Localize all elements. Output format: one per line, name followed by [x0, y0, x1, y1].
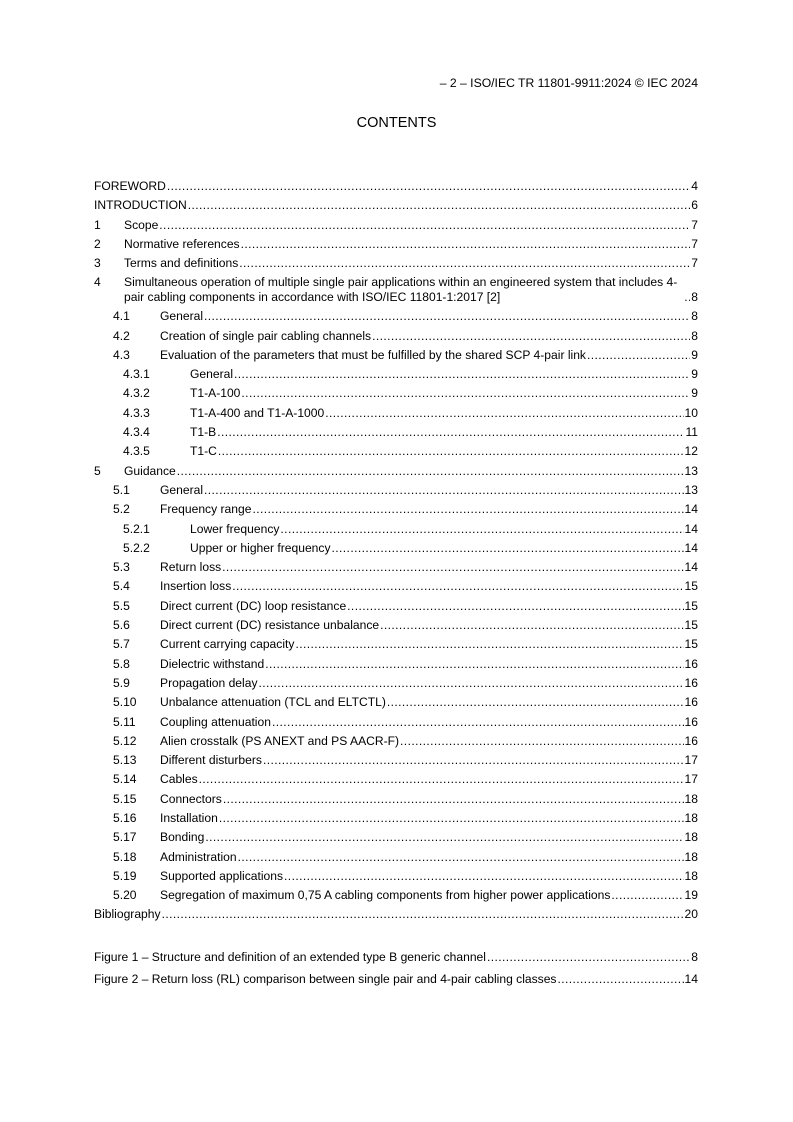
toc-title: T1-C: [190, 444, 217, 459]
dot-leader: [252, 502, 683, 517]
toc-number: 5.18: [113, 849, 137, 864]
toc-number: 5.4: [113, 579, 130, 594]
toc-number: 5.16: [113, 811, 137, 825]
toc-number: 5.3: [113, 560, 130, 575]
dot-leader: [218, 444, 684, 459]
toc-number: 5.2.2: [123, 540, 150, 555]
toc-page-number: 18: [684, 791, 698, 806]
toc-page-number: 10: [684, 405, 698, 420]
toc-number: 2: [94, 236, 101, 251]
toc-title: T1-A-400 and T1-A-1000: [190, 405, 325, 420]
toc-number: 4.3.5: [123, 444, 150, 459]
toc-page-number: 8: [691, 328, 698, 343]
toc-number: 5.13: [113, 753, 137, 768]
dot-leader: [400, 734, 684, 749]
toc-number: 5.11: [113, 714, 136, 729]
toc-title: Terms and definitions: [124, 256, 239, 271]
dot-leader: [325, 406, 683, 421]
toc-number: 4.3.3: [123, 405, 150, 420]
dot-leader: [204, 309, 690, 324]
toc-title: Frequency range: [160, 502, 252, 517]
toc-title: Direct current (DC) resistance unbalance: [160, 618, 380, 633]
toc-number: 5.5: [113, 598, 130, 613]
dot-leader: [272, 715, 684, 730]
toc-number: 5.17: [113, 830, 137, 845]
toc-title: General: [190, 367, 234, 382]
toc-title: Insertion loss: [160, 579, 232, 594]
dot-leader: [177, 464, 684, 479]
toc-page-number: 16: [684, 675, 698, 690]
toc-entry[interactable]: [94, 676, 698, 691]
toc-entry[interactable]: [94, 275, 698, 304]
toc-entry[interactable]: [94, 792, 698, 807]
toc-number: 5.10: [113, 695, 137, 710]
toc-entry[interactable]: [94, 695, 698, 710]
toc-title: Different disturbers: [160, 753, 262, 768]
toc-entry[interactable]: [94, 753, 698, 768]
toc-number: 1: [94, 217, 101, 232]
toc-number: 5.2.1: [123, 521, 150, 536]
toc-title: T1-A-100: [190, 386, 241, 401]
toc-page-number: 16: [684, 656, 698, 671]
toc-entry[interactable]: [94, 850, 698, 865]
toc-entry[interactable]: [94, 579, 698, 594]
toc-number: 4.3.4: [123, 425, 150, 440]
page-header: – 2 – ISO/IEC TR 11801-9911:2024 © IEC 2024: [439, 76, 698, 90]
toc-figure-entry[interactable]: [94, 950, 698, 965]
toc-title: Supported applications: [160, 868, 284, 883]
toc-title: Administration: [160, 849, 237, 864]
dot-leader: [234, 367, 690, 382]
toc-number: 4.1: [113, 309, 130, 324]
toc-page-number: 14: [684, 540, 698, 555]
toc-entry[interactable]: [94, 348, 698, 363]
toc-page-number: 7: [691, 256, 698, 271]
dot-leader: [241, 386, 690, 401]
toc-title: Evaluation of the parameters that must be fulfilled by the shared SCP 4-pair link: [160, 347, 586, 362]
toc-page-number: 7: [691, 236, 698, 251]
toc-page-number: 15: [684, 637, 698, 652]
toc-number: 4.2: [113, 328, 130, 343]
toc-title: General: [160, 482, 204, 497]
toc-number: 5.1: [113, 482, 130, 497]
toc-page-number: 17: [684, 772, 698, 787]
toc-number: 5.9: [113, 675, 130, 690]
dot-leader: [199, 772, 684, 787]
toc-number: 4: [94, 275, 101, 290]
toc-title: Upper or higher frequency: [190, 540, 331, 555]
dot-leader: [222, 560, 683, 575]
toc-page-number: 8: [691, 309, 698, 324]
toc-number: 5: [94, 463, 101, 478]
toc-number: 4.3.1: [123, 367, 150, 382]
toc-number: 4.3.2: [123, 386, 150, 401]
toc-entry[interactable]: [94, 309, 698, 324]
toc-page-number: 14: [684, 521, 698, 536]
toc-title: FOREWORD: [94, 179, 166, 193]
toc-entry[interactable]: [94, 618, 698, 633]
toc-title: General: [160, 309, 204, 324]
toc-entry[interactable]: [94, 772, 698, 787]
dot-leader: [219, 811, 684, 826]
toc-number: 5.15: [113, 791, 137, 806]
toc-page-number: 12: [684, 444, 698, 459]
dot-leader: [259, 676, 684, 691]
dot-leader: [280, 522, 683, 537]
table-of-contents: [94, 179, 698, 986]
dot-leader: [557, 972, 683, 987]
toc-page-number: 4: [691, 179, 698, 193]
dot-leader: [347, 599, 683, 614]
toc-entry[interactable]: [94, 637, 698, 652]
toc-title: Normative references: [124, 236, 240, 251]
toc-entry[interactable]: [94, 179, 698, 194]
toc-title: Cables: [160, 772, 198, 787]
toc-page-number: 18: [684, 811, 698, 825]
toc-page-number: 9: [691, 347, 698, 362]
toc-number: 5.8: [113, 656, 130, 671]
toc-number: 4.3: [113, 347, 130, 362]
toc-title: Unbalance attenuation (TCL and ELTCTL): [160, 695, 386, 710]
dot-leader: [684, 290, 690, 305]
toc-title: Direct current (DC) loop resistance: [160, 598, 347, 613]
toc-page-number: 15: [684, 579, 698, 594]
toc-number: 3: [94, 256, 101, 271]
dot-leader: [611, 888, 683, 903]
toc-number: 5.2: [113, 502, 130, 517]
toc-page-number: 11: [685, 425, 698, 440]
toc-page-number: 14: [684, 971, 698, 986]
toc-title: Installation: [160, 811, 218, 825]
toc-entry[interactable]: [94, 237, 698, 252]
toc-page-number: 6: [691, 198, 698, 213]
toc-page-number: 20: [684, 907, 698, 922]
dot-leader: [223, 792, 684, 807]
dot-leader: [188, 198, 691, 213]
toc-title: Propagation delay: [160, 675, 258, 690]
toc-number: 5.14: [113, 772, 137, 787]
toc-page-number: 16: [684, 714, 698, 729]
toc-page-number: 14: [684, 560, 698, 575]
toc-title: Bibliography: [94, 907, 161, 922]
toc-entry[interactable]: [94, 329, 698, 344]
toc-entry[interactable]: [94, 715, 698, 730]
toc-entry[interactable]: [94, 406, 698, 421]
toc-page-number: 13: [684, 482, 698, 497]
toc-title: Figure 2 – Return loss (RL) comparison between single pair and 4-pair cabling classes: [94, 971, 557, 986]
dot-leader: [387, 695, 684, 710]
contents-title: CONTENTS: [356, 115, 437, 131]
toc-title: Guidance: [124, 463, 176, 478]
toc-title: Dielectric withstand: [160, 656, 265, 671]
toc-entry[interactable]: [94, 198, 698, 213]
dot-leader: [263, 753, 684, 768]
dot-leader: [380, 618, 683, 633]
toc-title: INTRODUCTION: [94, 198, 187, 213]
toc-title: Figure 1 – Structure and definition of an extended type B generic channel: [94, 949, 486, 964]
toc-page-number: 17: [684, 753, 698, 768]
toc-entry[interactable]: [94, 888, 698, 903]
toc-number: 5.12: [113, 733, 137, 748]
toc-title: Connectors: [160, 791, 222, 806]
toc-page-number: 7: [691, 217, 698, 232]
toc-page-number: 15: [684, 618, 698, 633]
toc-entry[interactable]: [94, 522, 698, 537]
toc-page-number: 19: [684, 888, 698, 903]
toc-entry[interactable]: [94, 560, 698, 575]
toc-title: Creation of single pair cabling channels: [160, 328, 372, 343]
toc-title: T1-B: [190, 425, 217, 440]
dot-leader: [159, 218, 690, 233]
toc-entry[interactable]: [94, 218, 698, 233]
toc-number: 5.20: [113, 888, 137, 903]
toc-page-number: 18: [684, 830, 698, 845]
toc-page-number: 14: [684, 502, 698, 517]
dot-leader: [332, 541, 684, 556]
toc-number: 5.6: [113, 618, 130, 633]
toc-page-number: 9: [691, 367, 698, 382]
dot-leader: [238, 850, 684, 865]
toc-title: Segregation of maximum 0,75 A cabling components from higher power applications: [160, 888, 611, 903]
toc-title: Simultaneous operation of multiple single pair applications within an engineered system that includes 4-pair cabling components in accordance with ISO/IEC 11801-1:2017 [2]: [124, 275, 678, 304]
dot-leader: [587, 348, 690, 363]
toc-title: Coupling attenuation: [160, 714, 271, 729]
dot-leader: [265, 657, 683, 672]
dot-leader: [295, 637, 683, 652]
dot-leader: [205, 830, 683, 845]
dot-leader: [239, 256, 690, 271]
toc-title: Return loss: [160, 560, 222, 575]
toc-title: Lower frequency: [190, 521, 280, 536]
toc-page-number: 18: [684, 868, 698, 883]
toc-entry[interactable]: [94, 907, 698, 922]
toc-number: 5.19: [113, 868, 137, 883]
toc-figure-entry[interactable]: [94, 972, 698, 987]
toc-title: Scope: [124, 217, 159, 232]
dot-leader: [204, 483, 684, 498]
toc-entry[interactable]: [94, 541, 698, 556]
dot-leader: [217, 425, 684, 440]
toc-entry[interactable]: [94, 444, 698, 459]
dot-leader: [232, 579, 683, 594]
toc-entry[interactable]: [94, 464, 698, 479]
toc-page-number: 18: [684, 849, 698, 864]
toc-page-number: 8: [691, 289, 698, 304]
dot-leader: [487, 950, 690, 965]
toc-entry[interactable]: [94, 830, 698, 845]
toc-number: 5.7: [113, 637, 130, 652]
toc-entry[interactable]: [94, 869, 698, 884]
toc-entry[interactable]: [94, 483, 698, 498]
toc-entry[interactable]: [94, 367, 698, 382]
toc-entry[interactable]: [94, 425, 698, 440]
toc-entry[interactable]: [94, 657, 698, 672]
toc-page-number: 9: [691, 386, 698, 401]
toc-page-number: 16: [684, 733, 698, 748]
toc-entry[interactable]: [94, 386, 698, 401]
dot-leader: [372, 329, 690, 344]
dot-leader: [241, 237, 691, 252]
dot-leader: [162, 907, 684, 922]
toc-entry[interactable]: [94, 502, 698, 517]
toc-page-number: 15: [684, 598, 698, 613]
toc-page-number: 8: [691, 949, 698, 964]
toc-title: Alien crosstalk (PS ANEXT and PS AACR-F): [160, 733, 400, 748]
toc-page-number: 13: [684, 463, 698, 478]
toc-page-number: 16: [684, 695, 698, 710]
toc-entry[interactable]: [94, 734, 698, 749]
toc-entry[interactable]: [94, 599, 698, 614]
toc-entry[interactable]: [94, 256, 698, 271]
dot-leader: [167, 179, 690, 194]
toc-title: Bonding: [160, 830, 205, 845]
toc-entry[interactable]: [94, 811, 698, 826]
dot-leader: [284, 869, 684, 884]
toc-title: Current carrying capacity: [160, 637, 295, 652]
